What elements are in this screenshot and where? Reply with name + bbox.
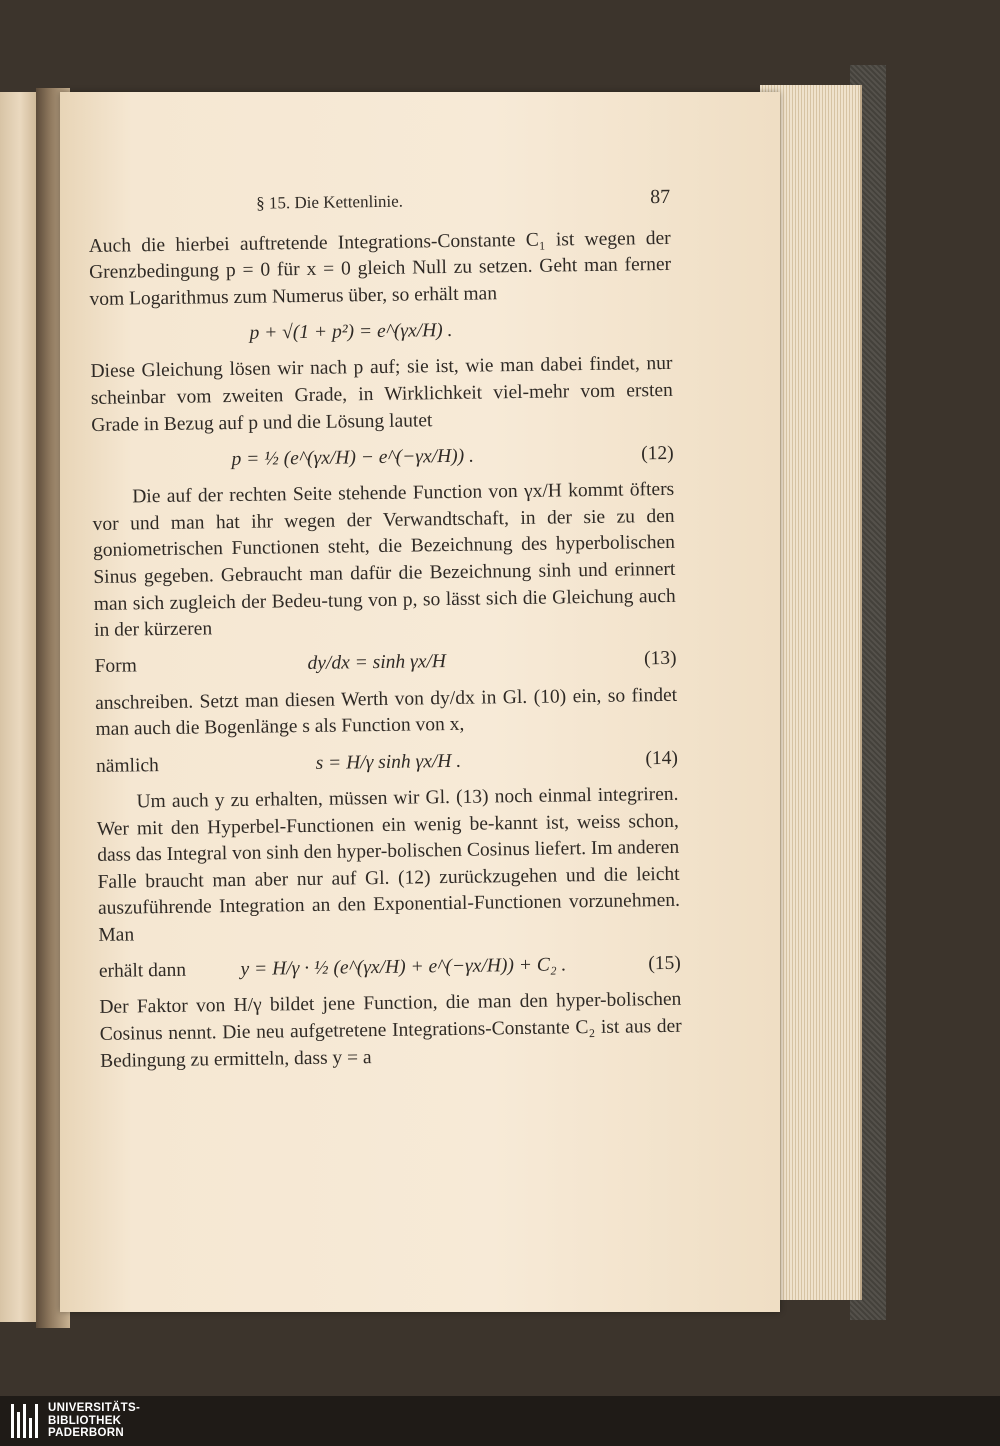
library-name-line3: PADERBORN [48, 1427, 124, 1440]
equation-12-number: (12) [641, 442, 674, 465]
left-page-edge [0, 92, 40, 1322]
equation-15-number: (15) [648, 952, 681, 975]
naemlich-label: nämlich [95, 754, 159, 777]
page-text-block [88, 184, 682, 1075]
paragraph-6: Der Faktor von H/γ bildet jene Function, die man den hyper-bolischen Cosinus nennt. Die neu aufgetretene Integrations-Constante C₂ ist aus der Bedingung zu ermitteln, dass y = a [99, 989, 682, 1072]
equation-a [90, 311, 672, 353]
equation-14-number: (14) [645, 747, 679, 769]
paragraph-3: Die auf der rechten Seite stehende Function von γx/H kommt öfters vor und man hat ihr wegen der Verwandtschaft, in der sie zu den goniometrischen Functionen steht, die Bezeichnung des hyperbolischen Sinus gegeben. Gebraucht man dafür die Bezeichnung sinh und erinnert man sich zugleich der Bedeu-tung von p, so lässt sich die Gleichung auch in der kürzeren [92, 479, 676, 642]
equation-13 [94, 643, 676, 685]
equation-12-body: p = ½ (e^(γx/H) − e^(−γx/H)) . [231, 445, 475, 470]
equation-14-body: s = H/γ sinh γx/H . [315, 750, 462, 774]
erhaelt-label: erhält dann [98, 959, 187, 983]
equation-14 [96, 742, 678, 784]
header-title: § 15. Die Kettenlinie. [256, 191, 404, 213]
equation-12 [92, 437, 674, 479]
form-label: Form [94, 655, 138, 678]
page-number: 87 [649, 185, 671, 209]
equation-15-body: y = H/γ · ½ (e^(γx/H) + e^(−γx/H)) + C₂ . [240, 954, 567, 981]
paragraph-5: Um auch y zu erhalten, müssen wir Gl. (13) noch einmal integriren. Wer mit den Hyperbel-Functionen ein wenig be-kannt ist, weiss schon, dass das Integral von sinh den hyper-bolischen Cosinus liefert. Im anderen Falle braucht man aber nur auf Gl. (12) zurückzugehen und die leicht auszuführende Integration an den Exponential-Functionen vorzunehmen. Man [96, 783, 681, 946]
running-header [88, 184, 670, 220]
paragraph-1: Auch die hierbei auftretende Integrations-Constante C₁ ist wegen der Grenzbedingung p = 0 für x = 0 gleich Null zu setzen. Geht man ferner vom Logarithmus zum Numerus über, so erhält man [88, 227, 672, 310]
book-page [60, 92, 780, 1312]
library-logo-icon [0, 1396, 48, 1446]
library-footer-bar [0, 1396, 1000, 1446]
equation-15 [99, 947, 681, 989]
equation-13-number: (13) [643, 648, 677, 670]
library-name-line2: BIBLIOTHEK [48, 1414, 122, 1427]
paragraph-2: Diese Gleichung lösen wir nach p auf; sie ist, wie man dabei findet, nur scheinbar vom zweiten Grade, in Wirklichkeit viel-mehr vom ersten Grade in Bezug auf p und die Lösung lautet [90, 353, 673, 436]
library-name-line1: UNIVERSITÄTS- [48, 1402, 141, 1415]
equation-13-body: dy/dx = sinh γx/H [307, 651, 447, 675]
equation-a-body: p + √(1 + p²) = e^(γx/H) . [249, 320, 453, 344]
library-name [48, 1402, 140, 1440]
paragraph-4: anschreiben. Setzt man diesen Werth von dy/dx in Gl. (10) ein, so findet man auch die Bogenlänge s als Function von x, [94, 684, 678, 741]
